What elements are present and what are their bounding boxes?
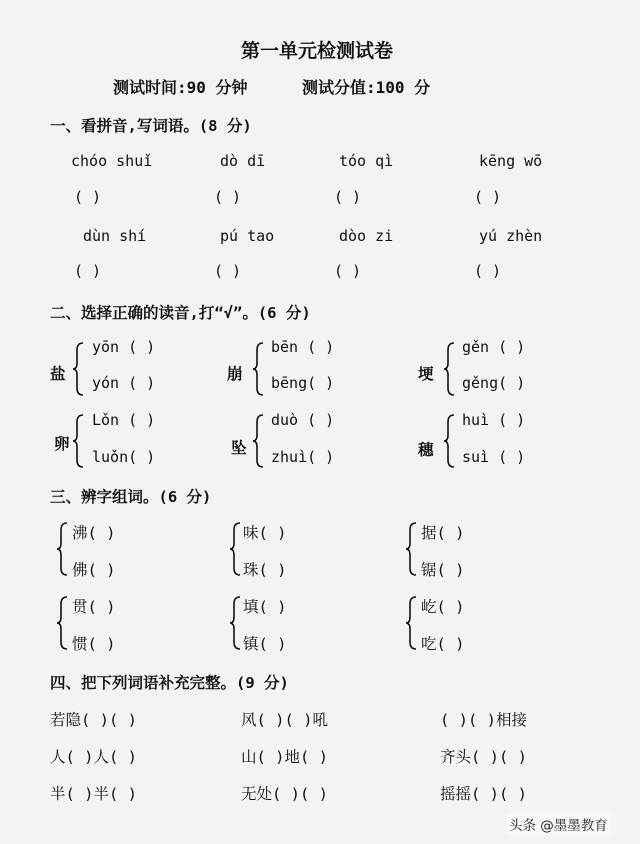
pinyin-item: tóo qì [339, 152, 394, 170]
idiom-blank[interactable]: ( )( )相接 [440, 711, 527, 729]
reading-option[interactable]: bēng( ) [271, 374, 335, 392]
word-blank[interactable]: 佛( ) [72, 561, 116, 579]
reading-option[interactable]: bēn ( ) [271, 338, 335, 356]
brace-icon [252, 414, 264, 468]
brace-icon [443, 342, 455, 396]
answer-blank[interactable]: ( ) [214, 188, 242, 206]
answer-blank[interactable]: ( ) [334, 188, 362, 206]
word-blank[interactable]: 屹( ) [421, 598, 465, 616]
reading-option[interactable]: Lǒn ( ) [92, 411, 156, 429]
idiom-blank[interactable]: 齐头( )( ) [440, 748, 527, 766]
section-3-heading: 三、辨字组词。(6 分) [50, 488, 212, 506]
word-blank[interactable]: 珠( ) [243, 561, 287, 579]
idiom-blank[interactable]: 山( )地( ) [241, 748, 328, 766]
idiom-blank[interactable]: 半( )半( ) [50, 785, 137, 803]
word-blank[interactable]: 味( ) [243, 524, 287, 542]
pinyin-item: kēng wō [479, 152, 543, 170]
brace-icon [72, 342, 84, 396]
reading-option[interactable]: gěn ( ) [462, 338, 526, 356]
idiom-blank[interactable]: 若隐( )( ) [50, 711, 137, 729]
word-blank[interactable]: 镇( ) [243, 635, 287, 653]
reading-option[interactable]: duò ( ) [271, 411, 335, 429]
reading-option[interactable]: zhuì( ) [271, 448, 335, 466]
idiom-blank[interactable]: 摇摇( )( ) [440, 785, 527, 803]
word-blank[interactable]: 惯( ) [72, 635, 116, 653]
word-blank[interactable]: 贯( ) [72, 598, 116, 616]
reading-option[interactable]: gěng( ) [462, 374, 526, 392]
brace-icon [405, 522, 417, 576]
pinyin-item: dòo zi [339, 227, 394, 245]
answer-blank[interactable]: ( ) [474, 262, 502, 280]
pinyin-item: dò dī [220, 152, 266, 170]
word-blank[interactable]: 吃( ) [421, 635, 465, 653]
reading-char: 坠 [231, 439, 247, 457]
pinyin-item: pú tao [220, 227, 275, 245]
answer-blank[interactable]: ( ) [214, 262, 242, 280]
reading-option[interactable]: suì ( ) [462, 448, 526, 466]
answer-blank[interactable]: ( ) [74, 262, 102, 280]
idiom-blank[interactable]: 人( )人( ) [50, 748, 137, 766]
section-1-heading: 一、看拼音,写词语。(8 分) [50, 117, 252, 135]
answer-blank[interactable]: ( ) [334, 262, 362, 280]
brace-icon [229, 596, 241, 650]
reading-option[interactable]: luǒn( ) [92, 448, 156, 466]
brace-icon [72, 414, 84, 468]
watermark: 头条 @墨墨教育 [506, 813, 611, 835]
brace-icon [252, 342, 264, 396]
brace-icon [443, 414, 455, 468]
reading-option[interactable]: huì ( ) [462, 411, 526, 429]
reading-char: 埂 [418, 365, 434, 383]
reading-char: 穗 [418, 441, 434, 459]
reading-option[interactable]: yón ( ) [92, 374, 156, 392]
brace-icon [229, 522, 241, 576]
brace-icon [56, 522, 68, 576]
brace-icon [56, 596, 68, 650]
answer-blank[interactable]: ( ) [74, 188, 102, 206]
reading-char: 卵 [54, 435, 70, 453]
test-time: 测试时间:90 分钟 [113, 78, 248, 97]
section-2-heading: 二、选择正确的读音,打“√”。(6 分) [50, 304, 311, 322]
word-blank[interactable]: 填( ) [243, 598, 287, 616]
idiom-blank[interactable]: 风( )( )吼 [241, 711, 328, 729]
pinyin-item: chóo shuǐ [71, 152, 153, 170]
word-blank[interactable]: 锯( ) [421, 561, 465, 579]
test-score: 测试分值:100 分 [302, 78, 431, 97]
word-blank[interactable]: 沸( ) [72, 524, 116, 542]
answer-blank[interactable]: ( ) [474, 188, 502, 206]
section-4-heading: 四、把下列词语补充完整。(9 分) [50, 674, 289, 692]
pinyin-item: dùn shí [83, 227, 147, 245]
reading-char: 盐 [50, 365, 66, 383]
word-blank[interactable]: 据( ) [421, 524, 465, 542]
page-title: 第一单元检测试卷 [241, 40, 394, 62]
reading-option[interactable]: yōn ( ) [92, 338, 156, 356]
idiom-blank[interactable]: 无处( )( ) [241, 785, 328, 803]
pinyin-item: yú zhèn [479, 227, 543, 245]
reading-char: 崩 [227, 365, 243, 383]
brace-icon [405, 596, 417, 650]
